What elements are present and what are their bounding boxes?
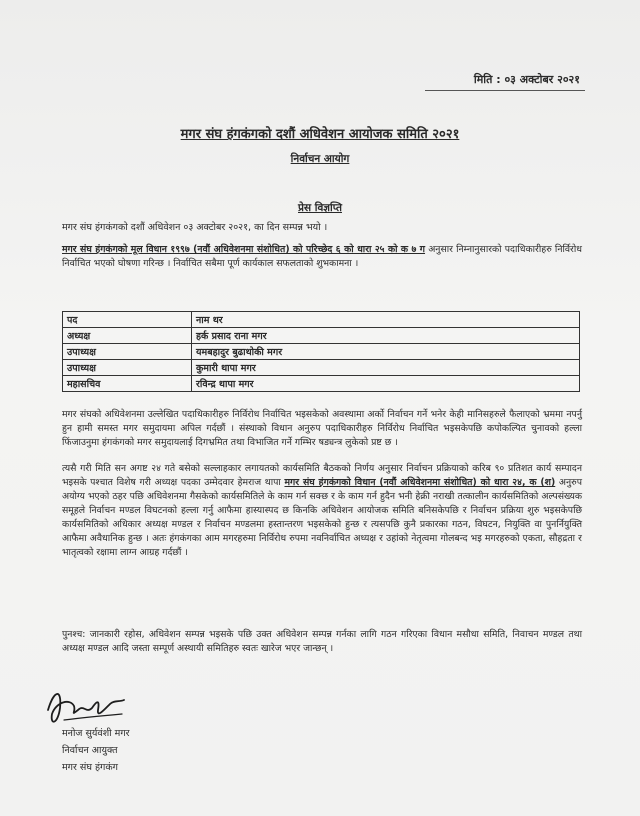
signatory-block: [62, 725, 130, 776]
signatory-role: निर्वाचन आयुक्त: [62, 745, 118, 756]
document-title: मगर संघ हंगकंगको दशौं अधिवेशन आयोजक समिति २०२१: [180, 127, 460, 142]
name-cell: कुमारी थापा मगर: [192, 360, 580, 376]
declaration-clause: मगर संघ हंगकंगको मूल विधान १९९७ (नवौं अधिवेशनमा संशोधित) को परिच्छेद ६ को धारा २५ को क ७ ग: [62, 244, 426, 255]
name-cell: हर्क प्रसाद राना मगर: [192, 328, 580, 344]
table-row: [63, 376, 580, 392]
officers-table: [62, 311, 580, 392]
post-cell: उपाध्यक्ष: [63, 344, 192, 360]
post-cell: अध्यक्ष: [63, 328, 192, 344]
committee-clause: मगर संघ हंगकंगको विधान (नवौं अधिवेशनमा संशोधित) को धारा २४, क (श): [284, 477, 556, 488]
post-cell: महासचिव: [63, 376, 192, 392]
table-row: [63, 328, 580, 344]
declaration-text: अनुसार निम्नानुसारको पदाधिकारीहरु निर्विरोध निर्वाचित भएको घोषणा गरिन्छ । निर्वाचित सबैमा पूर्ण कार्यकाल सफलताको शुभकामना ।: [62, 244, 582, 269]
committee-text-rest: अनुरुप अयोग्य भएको ठहर पछि अधिवेशनमा गैसकेको कार्यसमितिले के काम गर्न सक्छ र के काम गर्न हुदैन भनी हेक्री नराखी तत्कालीन कार्यसमितिको अल्पसंख्यक समूहले निर्वाचन मण्डल विघटनको हल्ला गर्नु आफैमा हास्यास्पद छ किनकि अधिवेशन आयोजक समिति बनिसकेपछि र निर्वाचन प्रक्रिया शुरु भइसकेपछि कार्यसमितिको अधिकार अध्यक्ष मण्डल र निर्वाचन मण्डलमा हस्तान्तरण भइसकेको हुन्छ र त्यसपछि कुनै प्रकारका गठन, विघटन, नियुक्ति वा पुनर्नियुक्ति आफैमा अवैधानिक हुन्छ । अतः हंगकंगका आम मगरहरुमा निर्विरोध रुपमा नवनिर्वाचित अध्यक्ष र उहांको नेतृत्वमा गोलबन्द भइ मगरहरुको एकता, सौहद्रता र भातृत्वको रक्षामा लाग्न आग्रह गर्दछौं ।: [62, 477, 582, 558]
table-row: [63, 360, 580, 376]
document-subtitle: निर्वाचन आयोग: [290, 153, 350, 165]
table-header-row: [63, 312, 580, 328]
paragraph-committee: [62, 462, 582, 560]
intro-line: मगर संघ हंगकंगको दशौं अधिवेशन ०३ अक्टोबर २०२१, का दिन सम्पन्न भयो ।: [62, 222, 328, 233]
paragraph-declaration: [62, 243, 582, 271]
name-cell: रविन्द्र थापा मगर: [192, 376, 580, 392]
header-post: पद: [63, 312, 192, 328]
table-row: [63, 344, 580, 360]
date-underline: [425, 90, 585, 91]
signature-image: [40, 680, 130, 730]
paragraph-appeal: मगर संघको अधिवेशनमा उल्लेखित पदाधिकारीहरु निर्विरोध निर्वाचित भइसकेको अवस्थामा अर्को निर्वाचन गर्ने भनेर केही मानिसहरुले फैलाएको भ्रममा नपर्नु हुन हामी समस्त मगर समुदायमा अपिल गर्दछौं । संस्थाको विधान अनुरुप पदाधिकारीहरु निर्विरोध निर्वाचित भइसकेपछि कपोकल्पित चुनावको हल्ला फिंजाउनुमा हंगकंगको मगर समुदायलाई दिगभ्रमित तथा विभाजित गर्ने गम्भिर षड्यन्त्र लुकेको प्रष्ट छ ।: [62, 409, 582, 448]
signatory-name: मनोज सुर्यवंशी मगर: [62, 728, 130, 739]
name-cell: यमबहादुर बुढाथोकी मगर: [192, 344, 580, 360]
document-date: मिति : ०३ अक्टोबर २०२१: [473, 73, 580, 86]
signatory-org: मगर संघ हंगकंग: [62, 762, 119, 773]
header-name: नाम थर: [192, 312, 580, 328]
paragraph-postscript: पुनश्च: जानकारी रहोस, अधिवेशन सम्पन्न भइसके पछि उक्त अधिवेशन सम्पन्न गर्नका लागि गठन गरिएका विधान मसौधा समिति, निवाचन मण्डल तथा अध्यक्ष मण्डल आदि जस्ता सम्पूर्ण अस्थायी समितिहरु स्वतः खारेज भएर जान्छन् ।: [62, 629, 582, 654]
committee-text-start: त्यसै गरी मिति सन अगष्ट २४ गते बसेको सल्लाहकार लगायतको कार्यसमिति बैठकको निर्णय अनुसार निर्वाचन प्रक्रियाको करिब ९० प्रतिशत कार्य सम्पादन भइसके पश्चात विशेष गरी अध्यक्ष पदका उम्मेदवार हेमराज थापा: [62, 463, 582, 488]
post-cell: उपाध्यक्ष: [63, 360, 192, 376]
notice-heading: प्रेस विज्ञप्ति: [298, 202, 342, 214]
